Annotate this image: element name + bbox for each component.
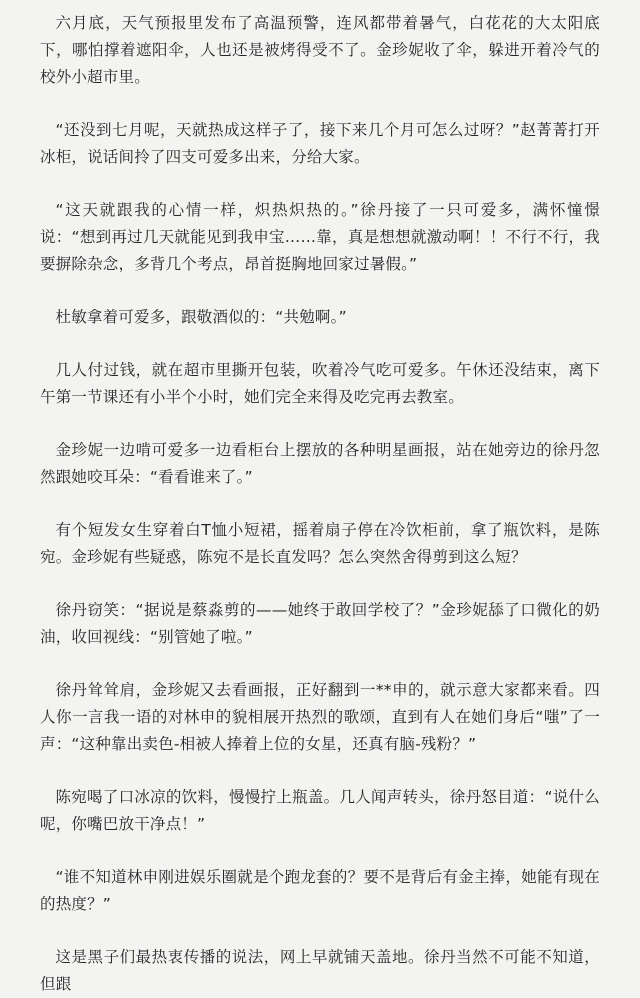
paragraph-10: 陈宛喝了口冰凉的饮料，慢慢拧上瓶盖。几人闻声转头，徐丹怒目道：“说什么呢，你嘴巴放干净点！” <box>40 788 600 833</box>
paragraph-2: “还没到七月呢，天就热成这样子了，接下来几个月可怎么过呀？”赵菁菁打开冰柜，说话间拎了四支可爱多出来，分给大家。 <box>40 121 600 166</box>
paragraph-12: 这是黑子们最热衷传播的说法，网上早就铺天盖地。徐丹当然不可能不知道，但跟 <box>40 948 600 993</box>
paragraph-1: 六月底，天气预报里发布了高温预警，连风都带着暑气，白花花的大太阳底下，哪怕撑着遮阳伞，人也还是被烤得受不了。金珍妮收了伞，躲进开着冷气的校外小超市里。 <box>40 14 600 86</box>
paragraph-7: 有个短发女生穿着白T恤小短裙，摇着扇子停在冷饮柜前，拿了瓶饮料，是陈宛。金珍妮有些疑惑，陈宛不是长直发吗？怎么突然舍得剪到这么短？ <box>40 521 600 566</box>
paragraph-11: “谁不知道林申刚进娱乐圈就是个跑龙套的？要不是背后有金主捧，她能有现在的热度？” <box>40 868 600 913</box>
paragraph-3: “这天就跟我的心情一样，炽热炽热的。”徐丹接了一只可爱多，满怀憧憬说：“想到再过几天就能见到我申宝……靠，真是想想就激动啊！！不行不行，我要摒除杂念，多背几个考点，昂首挺胸地回家过暑假。” <box>40 201 600 273</box>
paragraph-4: 杜敏拿着可爱多，跟敬酒似的：“共勉啊。” <box>55 308 347 326</box>
paragraph-6: 金珍妮一边啃可爱多一边看柜台上摆放的各种明星画报，站在她旁边的徐丹忽然跟她咬耳朵：“看看谁来了。” <box>40 441 600 486</box>
paragraph-9: 徐丹耸耸肩，金珍妮又去看画报，正好翻到一**申的，就示意大家都来看。四人你一言我一语的对林申的貌相展开热烈的歌颂，直到有人在她们身后“嗤”了一声：“这种靠出卖色-相被人捧着上位的女星，还真有脑-残粉？” <box>40 681 600 753</box>
paragraph-8: 徐丹窃笑：“据说是蔡淼剪的——她终于敢回学校了？”金珍妮舔了口微化的奶油，收回视线：“别管她了啦。” <box>40 601 600 646</box>
paragraph-5: 几人付过钱，就在超市里撕开包装，吹着冷气吃可爱多。午休还没结束，离下午第一节课还有小半个小时，她们完全来得及吃完再去教室。 <box>40 361 600 406</box>
